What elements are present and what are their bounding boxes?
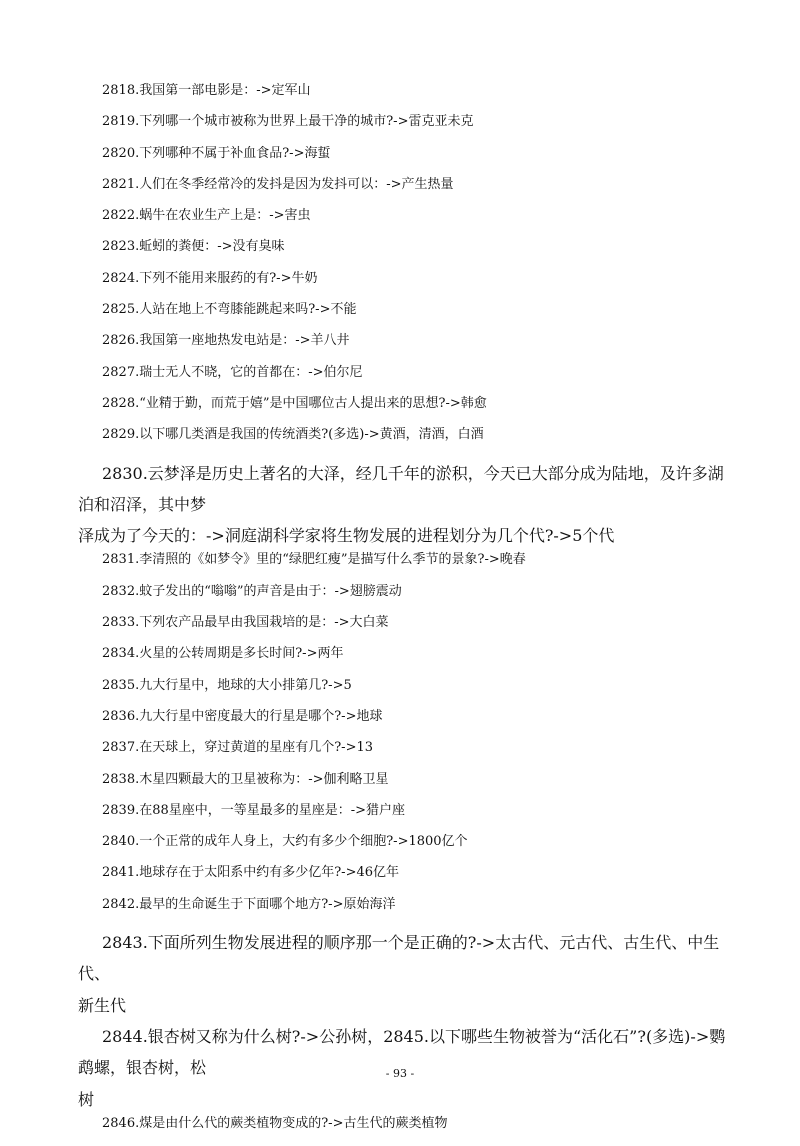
qa-item-2830-continuation: 泽成为了今天的：->洞庭湖科学家将生物发展的进程划分为几个代?->5个代: [78, 526, 615, 546]
qa-item-2843: [78, 927, 728, 1021]
qa-item-2842: 2842.最早的生命诞生于下面哪个地方?->原始海洋: [102, 896, 396, 912]
qa-item-2826: 2826.我国第一座地热发电站是：->羊八井: [102, 333, 350, 349]
qa-item-2825: 2825.人站在地上不弯膝能跳起来吗?->不能: [102, 302, 357, 318]
qa-item-2827: 2827.瑞士无人不晓，它的首都在：->伯尔尼: [102, 364, 363, 380]
qa-item-2819: 2819.下列哪一个城市被称为世界上最干净的城市?->雷克亚未克: [102, 114, 474, 130]
page-number: - 93 -: [385, 1067, 415, 1080]
qa-item-2834: 2834.火星的公转周期是多长时间?->两年: [102, 646, 344, 662]
qa-item-2831: 2831.李清照的《如梦令》里的“绿肥红瘦”是描写什么季节的景象?->晚春: [102, 552, 526, 568]
qa-item-2839: 2839.在88星座中，一等星最多的星座是：->猎户座: [102, 802, 406, 818]
qa-item-2836: 2836.九大行星中密度最大的行星是哪个?->地球: [102, 708, 383, 724]
qa-item-2846: 2846.煤是由什么代的蕨类植物变成的?->古生代的蕨类植物: [102, 1115, 448, 1131]
qa-item-2841: 2841.地球存在于太阳系中约有多少亿年?->46亿年: [102, 865, 400, 881]
qa-item-2832: 2832.蚊子发出的“嗡嗡”的声音是由于：->翅膀震动: [102, 583, 402, 599]
qa-item-2822: 2822.蜗牛在农业生产上是：->害虫: [102, 208, 311, 224]
qa-item-2830: [78, 458, 728, 552]
qa-item-2837: 2837.在天球上，穿过黄道的星座有几个?->13: [102, 740, 374, 756]
qa-item-2835: 2835.九大行星中，地球的大小排第几?->5: [102, 677, 352, 693]
qa-item-2818: 2818.我国第一部电影是：->定军山: [102, 83, 311, 98]
qa-item-2820: 2820.下列哪种不属于补血食品?->海蜇: [102, 145, 331, 161]
qa-item-2844-continuation: 树: [78, 1089, 95, 1109]
qa-item-2840: 2840.一个正常的成年人身上，大约有多少个细胞?->1800亿个: [102, 834, 468, 850]
qa-item-2838: 2838.木星四颗最大的卫星被称为：->伽利略卫星: [102, 771, 389, 787]
qa-list: [78, 82, 728, 1146]
qa-item-2823: 2823.蚯蚓的粪便：->没有臭味: [102, 239, 285, 255]
qa-item-2830-first: 2830.云梦泽是历史上著名的大泽，经几千年的淤积，今天已大部分成为陆地，及许多湖泊和沼泽，其中梦: [78, 463, 724, 514]
qa-item-2821: 2821.人们在冬季经常冷的发抖是因为发抖可以：->产生热量: [102, 176, 454, 192]
qa-item-2843-continuation: 新生代: [78, 995, 127, 1015]
qa-item-2843-first: 2843.下面所列生物发展进程的顺序那一个是正确的?->太古代、元古代、古生代、中生代、: [78, 933, 720, 984]
qa-item-2829: 2829.以下哪几类酒是我国的传统酒类?(多选)->黄酒，清酒，白酒: [102, 427, 484, 443]
qa-item-2844-first: 2844.银杏树又称为什么树?->公孙树，2845.以下哪些生物被誉为“活化石”?(多选)->鹦鹉螺，银杏树，松: [78, 1026, 726, 1078]
qa-item-2833: 2833.下列农产品最早由我国栽培的是：->大白菜: [102, 615, 389, 631]
qa-item-2828: 2828.“业精于勤，而荒于嬉”是中国哪位古人提出来的思想?->韩愈: [102, 395, 487, 411]
qa-item-2824: 2824.下列不能用来服药的有?->牛奶: [102, 270, 318, 286]
